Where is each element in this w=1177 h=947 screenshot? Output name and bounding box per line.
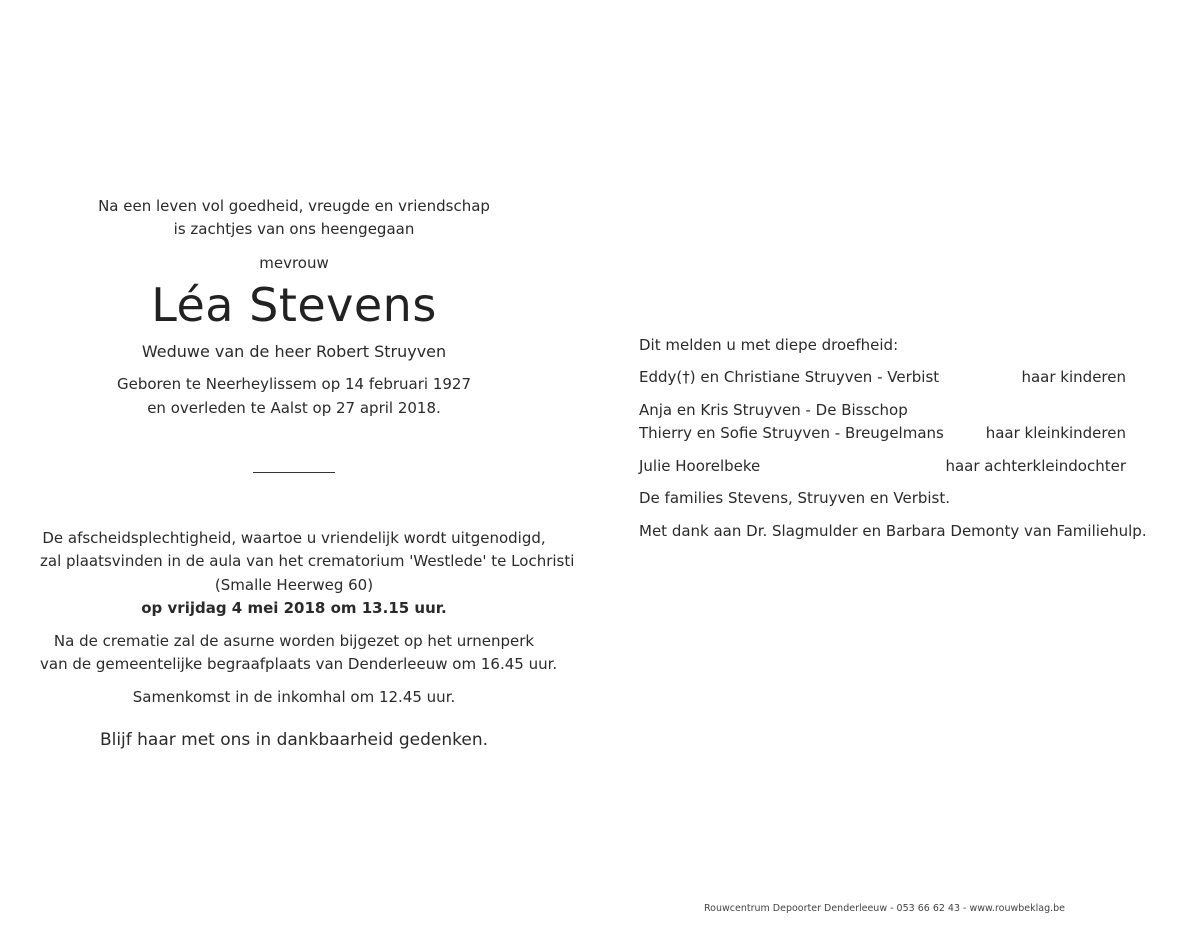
mourners-heading: Dit melden u met diepe droefheid: — [639, 336, 899, 354]
family-relation: haar kleinkinderen — [985, 424, 1126, 442]
intro-line-1: Na een leven vol goedheid, vreugde en vriendschap — [98, 197, 490, 215]
family-relation: haar kinderen — [1021, 368, 1126, 386]
birth-info: Geboren te Neerheylissem op 14 februari 1927 — [116, 375, 472, 393]
ceremony-line-1: De afscheidsplechtigheid, waartoe u vriendelijk wordt uitgenodigd, — [42, 529, 546, 547]
families-line: De families Stevens, Struyven en Verbist. — [639, 489, 951, 507]
ceremony-address: (Smalle Heerweg 60) — [214, 576, 374, 594]
widow-of: Weduwe van de heer Robert Struyven — [141, 342, 447, 361]
family-names: Thierry en Sofie Struyven - Breugelmans — [639, 424, 944, 442]
family-row — [639, 367, 1126, 387]
family-names: Eddy(†) en Christiane Struyven - Verbist — [639, 368, 940, 386]
ceremony-line-2: zal plaatsvinden in de aula van het crematorium 'Westlede' te Lochristi — [40, 552, 575, 570]
gathering-info: Samenkomst in de inkomhal om 12.45 uur. — [132, 688, 456, 706]
family-relation: haar achterkleindochter — [945, 457, 1126, 475]
family-row — [639, 423, 1126, 443]
death-info: en overleden te Aalst op 27 april 2018. — [147, 399, 441, 417]
ceremony-date: op vrijdag 4 mei 2018 om 13.15 uur. — [141, 599, 447, 617]
family-names: Julie Hoorelbeke — [639, 457, 761, 475]
thanks-line: Met dank aan Dr. Slagmulder en Barbara Demonty van Familiehulp. — [639, 522, 1147, 540]
family-row — [639, 400, 1126, 420]
deceased-name: Léa Stevens — [151, 278, 437, 332]
urn-line-1: Na de crematie zal de asurne worden bijgezet op het urnenperk — [53, 632, 535, 650]
divider-line — [253, 472, 335, 473]
urn-line-2: van de gemeentelijke begraafplaats van Denderleeuw om 16.45 uur. — [40, 655, 558, 673]
footer-funeral-home: Rouwcentrum Depoorter Denderleeuw - 053 66 62 43 - www.rouwbeklag.be — [704, 903, 1065, 914]
family-names: Anja en Kris Struyven - De Bisschop — [639, 401, 908, 419]
family-row — [639, 456, 1126, 476]
intro-line-2: is zachtjes van ons heengegaan — [173, 220, 415, 238]
closing-line: Blijf haar met ons in dankbaarheid gedenken. — [99, 730, 489, 750]
title-mevrouw: mevrouw — [259, 254, 329, 272]
